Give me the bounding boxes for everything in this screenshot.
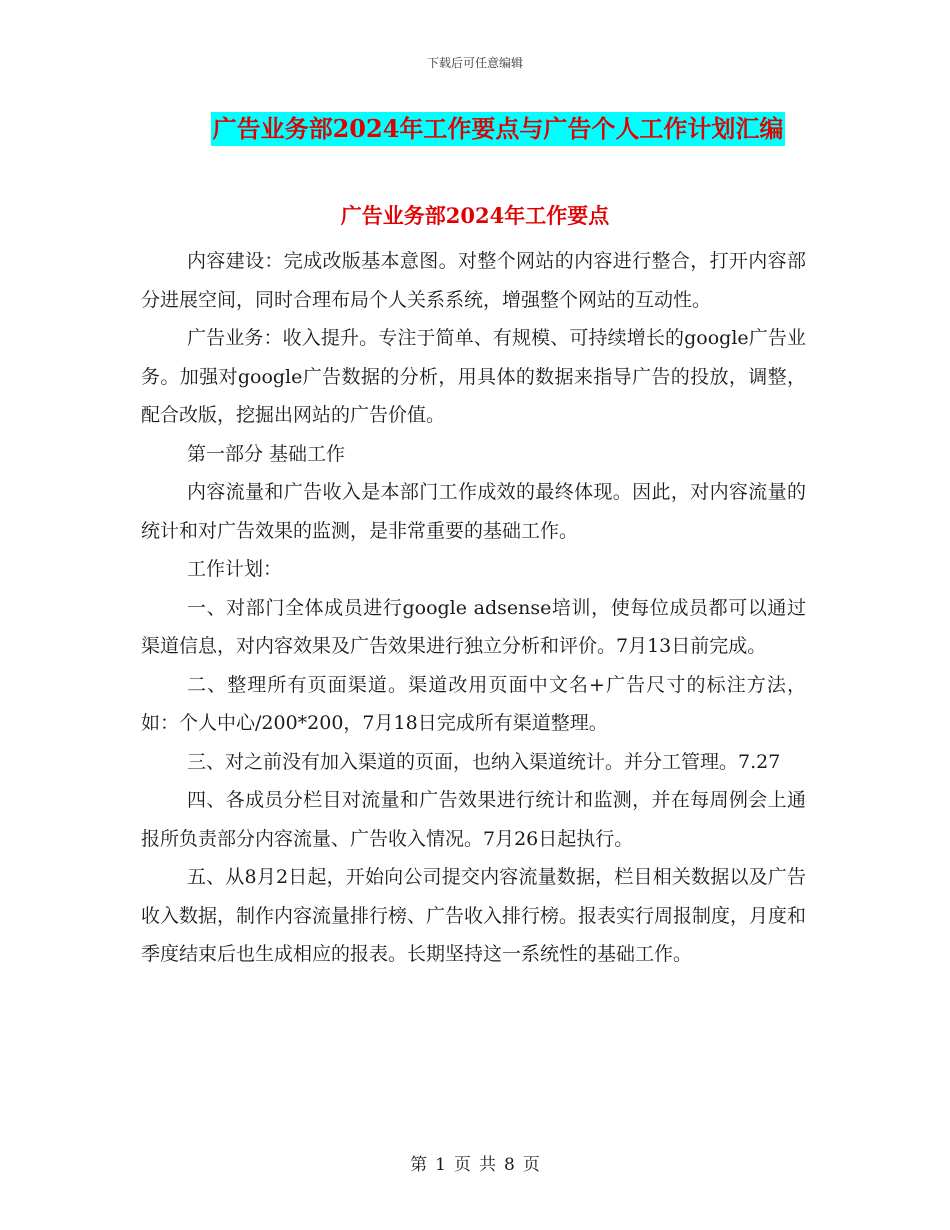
paragraph-plan-item-4: 四、各成员分栏目对流量和广告效果进行统计和监测，并在每周例会上通报所负责部分内容流量、广告收入情况。7月26日起执行。 — [141, 789, 806, 850]
paragraph-ad-business: 广告业务：收入提升。专注于简单、有规模、可持续增长的google广告业务。加强对google广告数据的分析，用具体的数据来指导广告的投放，调整，配合改版，挖掘出网站的广告价值。 — [141, 327, 806, 426]
header-note: 下载后可任意编辑 — [426, 56, 523, 70]
footer-total-prefix: 共 — [479, 1155, 496, 1175]
paragraph-plan-item-5: 五、从8月2日起，开始向公司提交内容流量数据，栏目相关数据以及广告收入数据，制作内容流量排行榜、广告收入排行榜。报表实行周报制度，月度和季度结束后也生成相应的报表。长期坚持这一系统性的基础工作。 — [141, 866, 807, 965]
paragraph-part-one-intro: 内容流量和广告收入是本部门工作成效的最终体现。因此，对内容流量的统计和对广告效果的监测，是非常重要的基础工作。 — [141, 481, 806, 542]
paragraph-part-one-heading: 第一部分 基础工作 — [187, 442, 346, 465]
footer-page-number: 1 — [435, 1155, 446, 1175]
page-footer — [0, 1150, 950, 1175]
document-body — [141, 242, 806, 974]
paragraph-plan-item-3: 三、对之前没有加入渠道的页面，也纳入渠道统计。并分工管理。7.27 — [187, 750, 781, 773]
doc-title-container — [0, 112, 950, 146]
footer-page-word: 页 — [454, 1155, 471, 1175]
footer-total-pages: 8 — [504, 1155, 515, 1175]
paragraph-plan-item-2: 二、整理所有页面渠道。渠道改用页面中文名+广告尺寸的标注方法，如：个人中心/200*200，7月18日完成所有渠道整理。 — [141, 673, 806, 734]
footer-prefix: 第 — [410, 1155, 428, 1175]
paragraph-content-building: 内容建设：完成改版基本意图。对整个网站的内容进行整合，打开内容部分进展空间，同时合理布局个人关系系统，增强整个网站的互动性。 — [141, 250, 806, 311]
section-title: 广告业务部2024年工作要点 — [340, 203, 610, 228]
paragraph-plan-item-1: 一、对部门全体成员进行google adsense培训，使每位成员都可以通过渠道信息，对内容效果及广告效果进行独立分析和评价。7月13日前完成。 — [141, 596, 806, 657]
footer-suffix: 页 — [522, 1155, 540, 1175]
paragraph-work-plan-label: 工作计划： — [187, 558, 283, 580]
document-title: 广告业务部2024年工作要点与广告个人工作计划汇编 — [211, 112, 786, 146]
